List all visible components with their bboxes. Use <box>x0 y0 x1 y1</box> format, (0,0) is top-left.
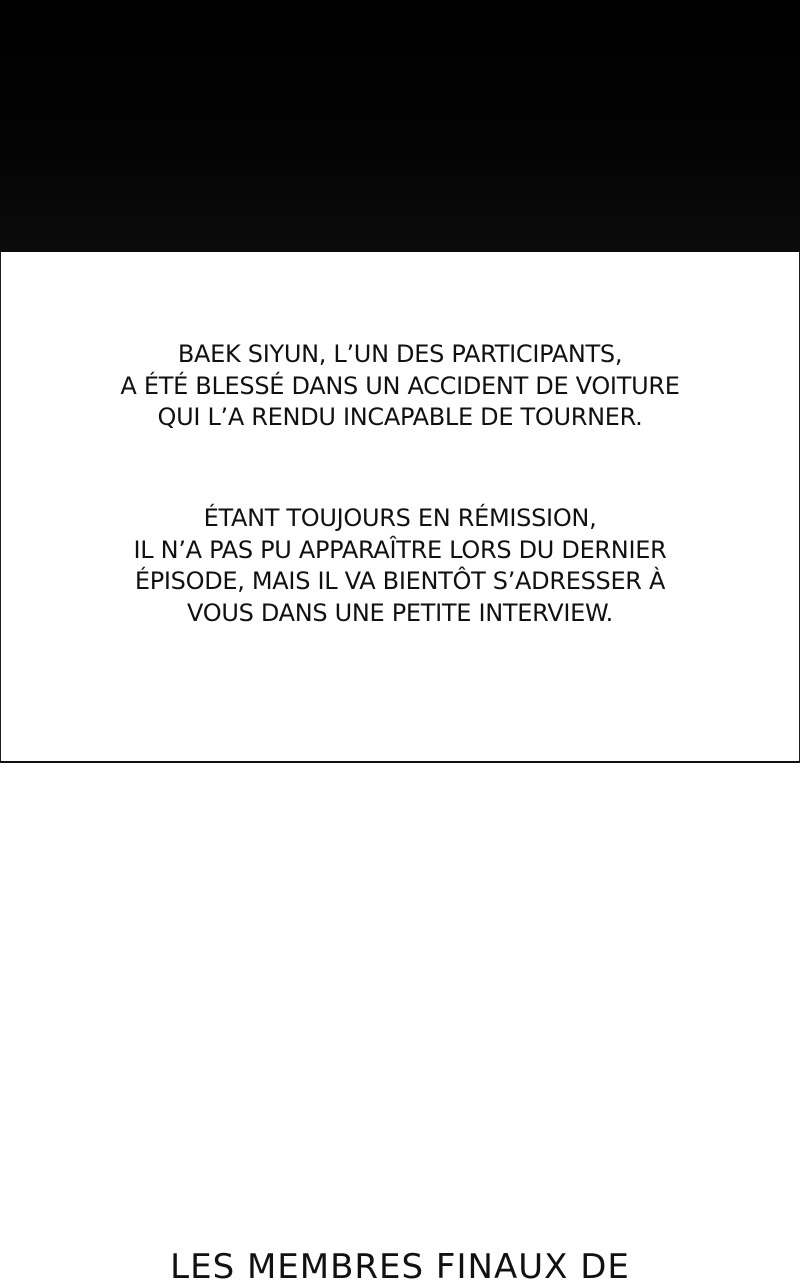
bottom-partial-caption: LES MEMBRES FINAUX DE <box>170 1247 630 1280</box>
caption-line: QUI L’A RENDU INCAPABLE DE TOURNER. <box>157 403 643 431</box>
caption-line: A ÉTÉ BLESSÉ DANS UN ACCIDENT DE VOITURE <box>120 371 680 400</box>
caption-line: ÉTANT TOUJOURS EN RÉMISSION, <box>203 504 597 532</box>
caption-block-2 <box>0 503 800 629</box>
caption-line: BAEK SIYUN, L’UN DES PARTICIPANTS, <box>177 340 623 368</box>
caption-line: VOUS DANS UNE PETITE INTERVIEW. <box>187 598 613 627</box>
caption-line: IL N’A PAS PU APPARAÎTRE LORS DU DERNIER <box>133 535 667 564</box>
caption-line: ÉPISODE, MAIS IL VA BIENTÔT S’ADRESSER À <box>134 567 666 595</box>
dark-panel <box>0 0 800 252</box>
caption-block-1 <box>0 339 800 434</box>
